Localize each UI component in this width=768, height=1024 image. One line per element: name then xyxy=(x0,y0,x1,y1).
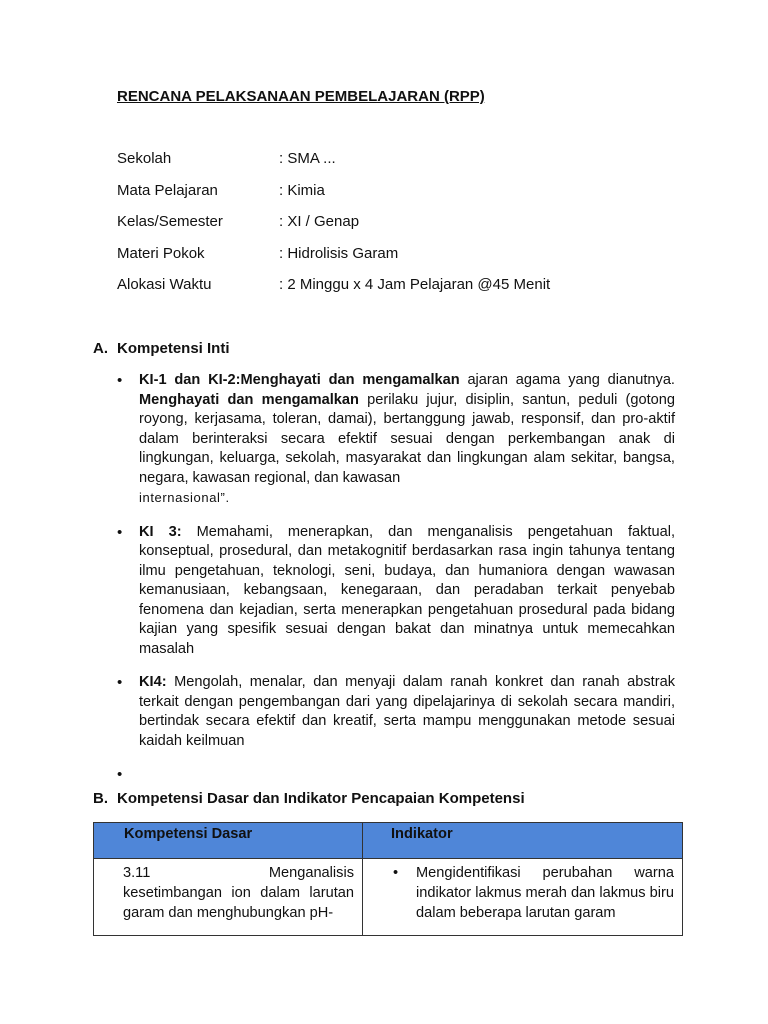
table-row xyxy=(94,859,683,936)
kd-text: 3.11 Menganalisis kesetimbangan ion dalam larutan garam dan menghubungkan pH- xyxy=(123,865,359,921)
bullet-icon: • xyxy=(117,674,123,691)
indikator-item xyxy=(363,859,682,923)
ki-1-2-text-cont: perilaku jujur, disiplin, santun, peduli (gotong royong, kerjasama, toleran, damai), bertanggung jawab, responsif, dan pro-aktif dalam berinteraksi secara efektif sesuai dengan perkembangan anak di lingkungan, keluarga, sekolah, masyarakat dan lingkungan alam sekitar, bangsa, negara, kawasan regional, dan kawasan xyxy=(139,391,675,486)
kompetensi-dasar-table xyxy=(93,822,683,936)
bullet-icon: • xyxy=(117,523,123,541)
bullet-icon: • xyxy=(117,766,123,783)
column-header-label: Indikator xyxy=(391,826,453,842)
ki-1-2-item xyxy=(117,371,675,509)
indikator-cell xyxy=(363,859,683,936)
meta-label: Materi Pokok xyxy=(117,244,205,262)
section-b-title: Kompetensi Dasar dan Indikator Pencapaian Kompetensi xyxy=(117,790,525,807)
meta-row-kelas-semester xyxy=(117,213,677,245)
meta-label: Kelas/Semester xyxy=(117,213,223,230)
meta-row-sekolah xyxy=(117,150,677,182)
column-header-kompetensi-dasar xyxy=(94,823,363,859)
kd-cell xyxy=(94,859,363,936)
meta-row-alokasi-waktu xyxy=(117,276,677,308)
meta-value: : SMA ... xyxy=(279,150,336,167)
bullet-icon: • xyxy=(117,372,123,389)
meta-value: : Kimia xyxy=(279,181,325,199)
section-a-title: Kompetensi Inti xyxy=(117,340,230,357)
section-b-heading xyxy=(93,790,525,807)
meta-row-mata-pelajaran xyxy=(117,182,677,214)
section-a-heading xyxy=(93,340,230,357)
ki-4-item xyxy=(117,673,675,751)
meta-value: : Hidrolisis Garam xyxy=(279,244,399,262)
meta-value: : XI / Genap xyxy=(279,213,360,230)
meta-row-materi-pokok xyxy=(117,245,677,277)
column-header-indikator xyxy=(363,823,683,859)
meta-value: : 2 Minggu x 4 Jam Pelajaran @45 Menit xyxy=(279,276,551,293)
document-title: RENCANA PELAKSANAAN PEMBELAJARAN (RPP) xyxy=(117,88,485,105)
document-meta xyxy=(117,150,677,308)
bullet-icon: • xyxy=(393,865,399,881)
ki-3-text: Memahami, menerapkan, dan menganalisis pengetahuan faktual, konseptual, prosedural, dan metakognitif berdasarkan rasa ingin tahunya tentang ilmu pengetahuan, teknologi, seni, budaya, dan humaniora dengan wawasan kemanusiaan, kebangsaan, kenegaraan, dan peradaban terkait penyebab fenomena dan kejadian, serta menerapkan pengetahuan prosedural pada bidang kajian yang spesifik sesuai dengan bakat dan minatnya untuk memecahkan masalah xyxy=(139,523,675,657)
ki-3-item xyxy=(117,523,675,660)
table-header-row xyxy=(94,823,683,859)
section-a-letter: A. xyxy=(93,340,108,357)
ki-1-2-emphasis: Menghayati dan mengamalkan xyxy=(139,391,359,408)
column-header-label: Kompetensi Dasar xyxy=(124,826,253,842)
meta-label: Sekolah xyxy=(117,150,172,167)
section-b-letter: B. xyxy=(93,790,108,807)
ki-1-2-text: ajaran agama yang dianutnya. xyxy=(459,372,675,388)
ki-3-label: KI 3: xyxy=(139,523,182,540)
ki-4-label: KI4: xyxy=(139,674,167,690)
ki-1-2-text-end: internasional”. xyxy=(139,490,230,505)
ki-1-2-label: KI-1 dan KI-2:Menghayati dan mengamalkan xyxy=(139,372,460,388)
empty-list-item xyxy=(117,765,675,785)
ki-4-text: Mengolah, menalar, dan menyaji dalam ranah konkret dan ranah abstrak terkait dengan pengembangan dari yang dipelajarinya di sekolah secara mandiri, bertindak secara efektif dan kreatif, serta mampu menggunakan metode sesuai kaidah keilmuan xyxy=(139,674,675,749)
kompetensi-inti-list xyxy=(117,371,675,799)
meta-label: Alokasi Waktu xyxy=(117,276,212,293)
indikator-text: Mengidentifikasi perubahan warna indikator lakmus merah dan lakmus biru dalam beberapa larutan garam xyxy=(416,865,674,921)
meta-label: Mata Pelajaran xyxy=(117,181,218,199)
